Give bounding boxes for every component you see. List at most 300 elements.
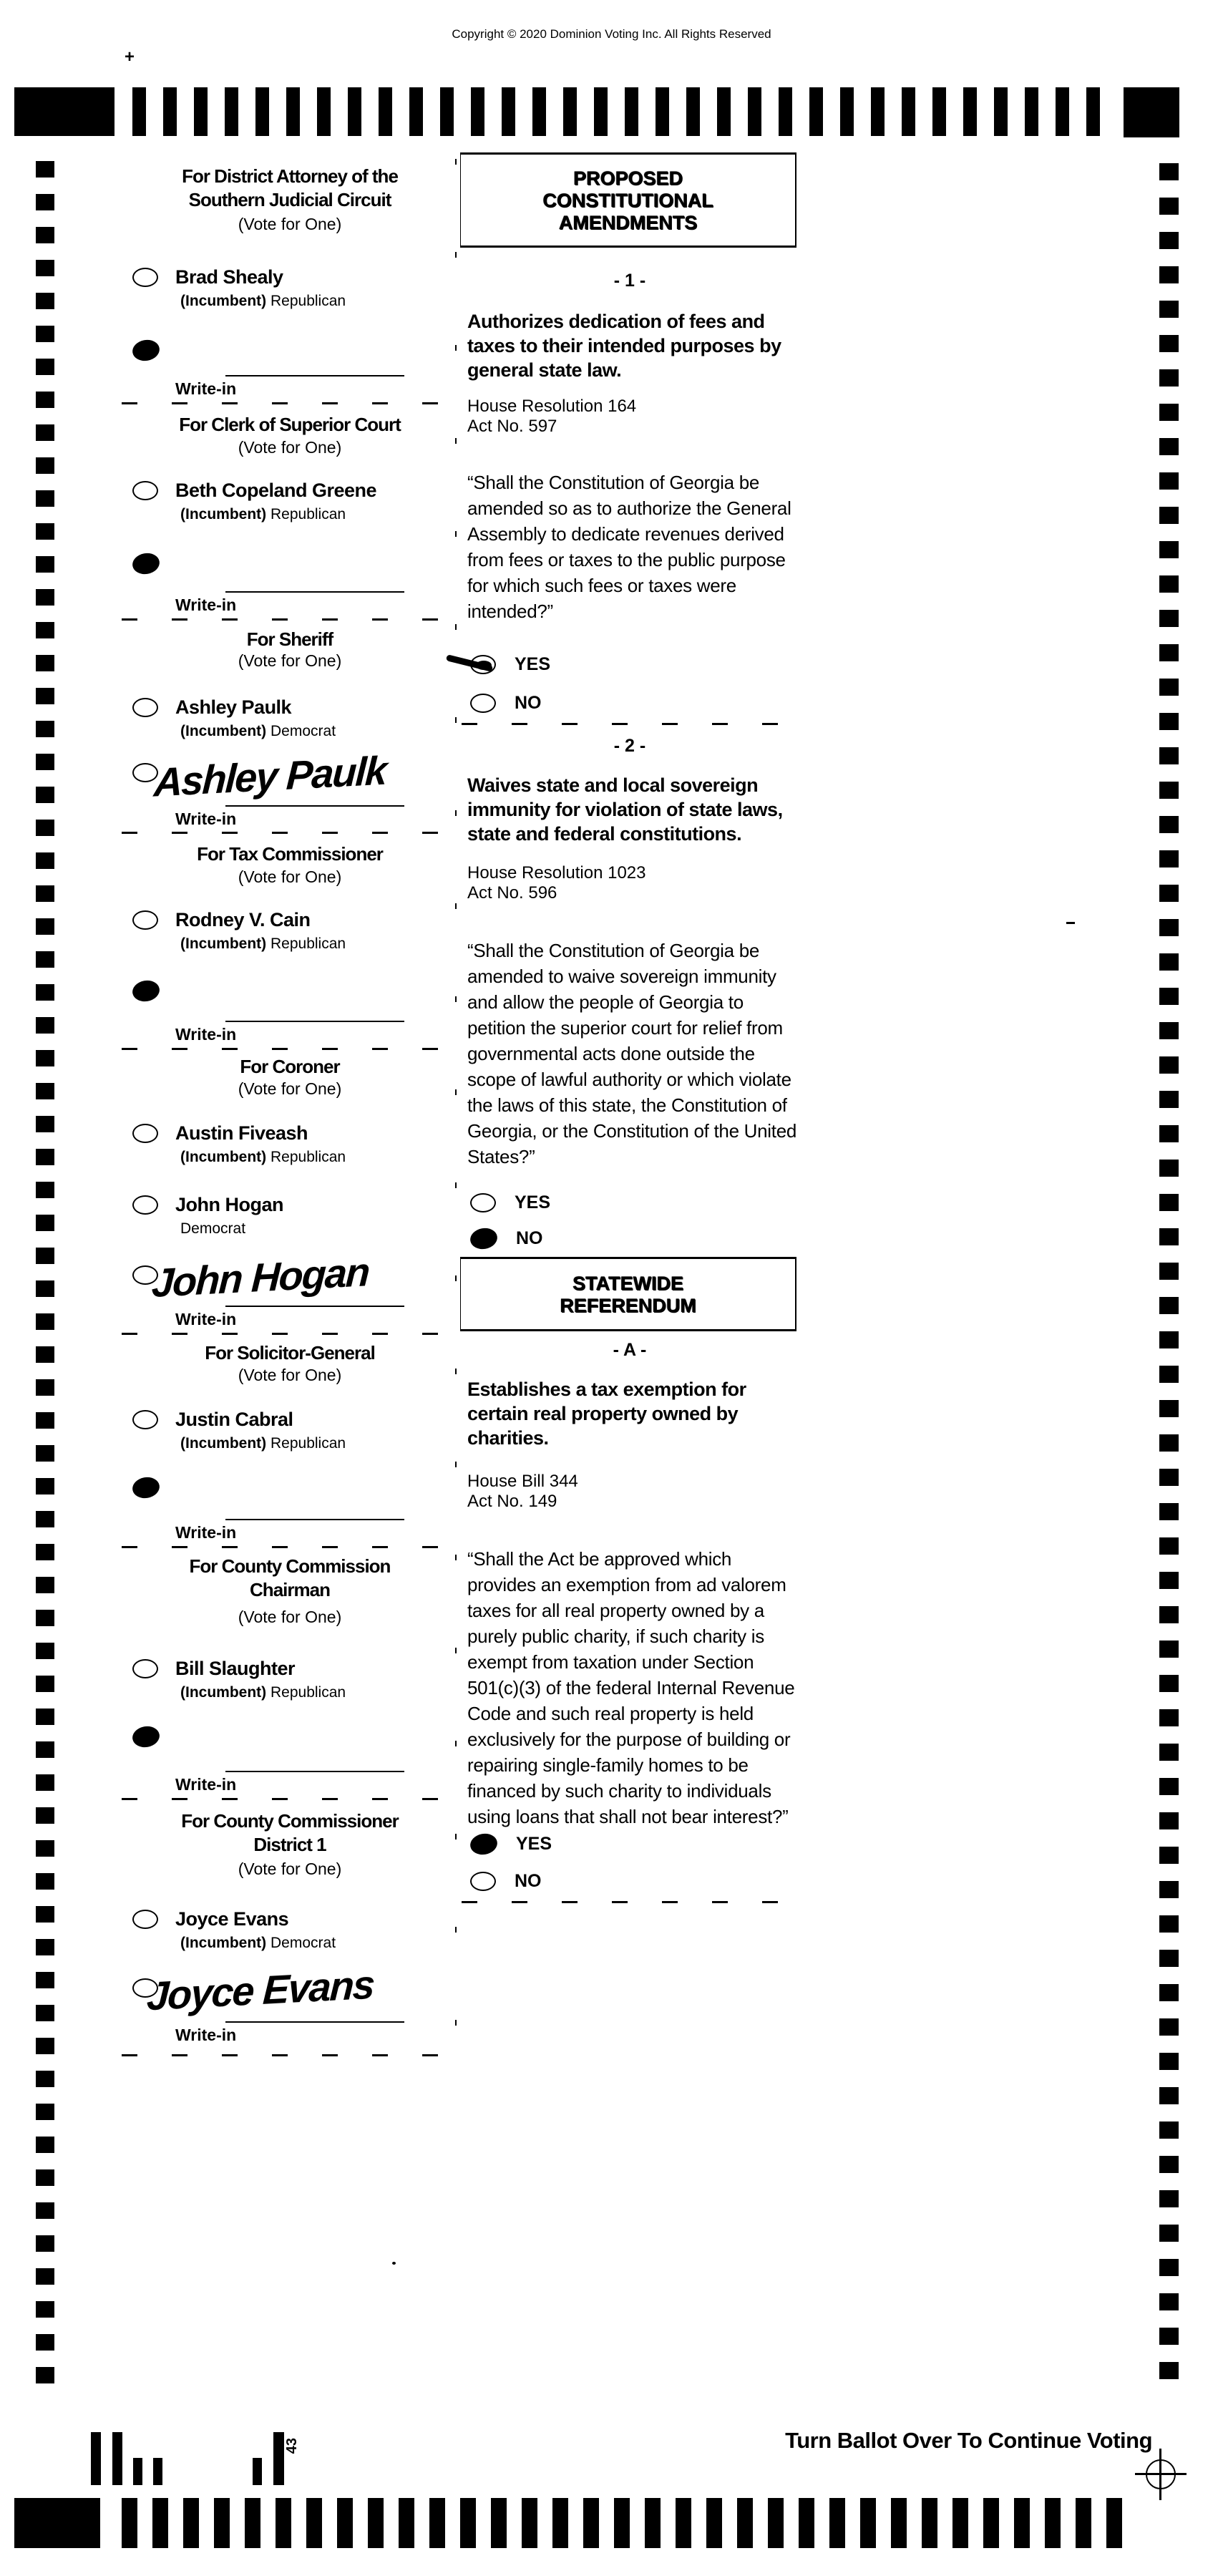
timing-mark bbox=[36, 1511, 54, 1527]
timing-mark bbox=[1159, 1606, 1179, 1623]
timing-mark bbox=[36, 392, 54, 408]
vote-for-instruction: (Vote for One) bbox=[238, 1079, 342, 1098]
timing-mark bbox=[491, 2498, 507, 2548]
timing-mark bbox=[1159, 507, 1179, 524]
timing-mark bbox=[36, 1116, 54, 1132]
timing-mark bbox=[1159, 1812, 1179, 1829]
timing-mark bbox=[1159, 610, 1179, 627]
timing-mark bbox=[440, 87, 454, 136]
timing-mark bbox=[36, 1083, 54, 1099]
timing-mark bbox=[36, 1544, 54, 1560]
measure-summary: Authorizes dedication of fees and taxes to their intended purposes by general state law. bbox=[467, 311, 781, 381]
party-line bbox=[180, 1435, 346, 1452]
timing-mark bbox=[36, 2169, 54, 2186]
race-title: For Coroner bbox=[240, 1056, 340, 1077]
timing-mark bbox=[1159, 885, 1179, 902]
header-line: CONSTITUTIONAL bbox=[542, 190, 713, 211]
timing-mark bbox=[1159, 1744, 1179, 1761]
timing-mark bbox=[994, 87, 1008, 136]
separator bbox=[122, 2054, 458, 2056]
timing-mark bbox=[36, 457, 54, 474]
separator bbox=[122, 1333, 458, 1335]
timing-mark bbox=[614, 2498, 630, 2548]
timing-mark bbox=[36, 326, 54, 342]
vote-for-instruction: (Vote for One) bbox=[238, 1860, 342, 1878]
timing-mark bbox=[36, 2202, 54, 2219]
timing-mark bbox=[932, 87, 946, 136]
party-line bbox=[180, 1149, 346, 1166]
candidate-oval[interactable] bbox=[132, 698, 158, 717]
timing-mark bbox=[1159, 369, 1179, 387]
no-oval[interactable] bbox=[469, 1226, 499, 1251]
candidate-name: Rodney V. Cain bbox=[175, 909, 311, 930]
timing-mark-block bbox=[14, 87, 114, 136]
race-title: District 1 bbox=[253, 1834, 326, 1855]
timing-mark bbox=[563, 87, 577, 136]
candidate-oval[interactable] bbox=[132, 481, 158, 500]
timing-mark bbox=[1159, 1469, 1179, 1486]
timing-mark bbox=[36, 688, 54, 704]
timing-mark bbox=[1159, 747, 1179, 764]
timing-mark bbox=[36, 1906, 54, 1923]
timing-mark bbox=[1159, 2190, 1179, 2207]
incumbent-label: (Incumbent) bbox=[180, 1149, 267, 1165]
timing-mark bbox=[1045, 2498, 1061, 2548]
timing-mark bbox=[963, 87, 977, 136]
timing-mark bbox=[1159, 1984, 1179, 2001]
timing-mark bbox=[1159, 1022, 1179, 1039]
separator bbox=[122, 1798, 458, 1800]
timing-mark bbox=[1159, 1881, 1179, 1898]
candidate-oval[interactable] bbox=[132, 268, 158, 287]
timing-mark bbox=[1159, 1537, 1179, 1555]
timing-mark bbox=[871, 87, 885, 136]
timing-mark bbox=[809, 87, 823, 136]
option-row-yes bbox=[462, 1834, 552, 1855]
write-in-label: Write-in bbox=[175, 596, 237, 614]
timing-mark bbox=[36, 754, 54, 770]
timing-mark bbox=[36, 227, 54, 243]
timing-mark bbox=[36, 2137, 54, 2153]
timing-mark bbox=[1159, 232, 1179, 249]
write-in-handwriting: John Hogan bbox=[150, 1248, 370, 1306]
timing-mark bbox=[36, 556, 54, 573]
timing-mark bbox=[36, 1379, 54, 1396]
candidate-name: Ashley Paulk bbox=[175, 696, 292, 718]
separator bbox=[122, 1048, 458, 1050]
timing-mark bbox=[36, 161, 54, 178]
timing-mark bbox=[594, 87, 608, 136]
vote-for-instruction: (Vote for One) bbox=[238, 1608, 342, 1626]
timing-mark bbox=[471, 87, 484, 136]
write-in-oval[interactable] bbox=[131, 978, 161, 1003]
timing-mark bbox=[1159, 1366, 1179, 1383]
write-in-line[interactable] bbox=[225, 2021, 404, 2023]
option-label: YES bbox=[516, 1834, 552, 1854]
timing-mark bbox=[1159, 953, 1179, 971]
write-in-label: Write-in bbox=[175, 1523, 237, 1542]
write-in-line[interactable] bbox=[225, 375, 404, 376]
turn-ballot-over-text: Turn Ballot Over To Continue Voting bbox=[785, 2428, 1152, 2453]
write-in-line[interactable] bbox=[225, 1021, 404, 1022]
timing-mark bbox=[122, 2498, 137, 2548]
timing-mark bbox=[1014, 2498, 1030, 2548]
party-label: Democrat bbox=[271, 723, 336, 739]
timing-mark bbox=[891, 2498, 907, 2548]
timing-mark bbox=[36, 2104, 54, 2120]
timing-mark bbox=[460, 2498, 476, 2548]
timing-mark bbox=[317, 87, 331, 136]
party-label: Republican bbox=[271, 1435, 346, 1452]
measure-number: - 1 - bbox=[613, 271, 646, 291]
timing-mark bbox=[1086, 87, 1100, 136]
timing-mark bbox=[36, 2301, 54, 2318]
write-in-oval[interactable] bbox=[131, 1724, 161, 1749]
timing-mark bbox=[748, 87, 761, 136]
timing-mark bbox=[1159, 2293, 1179, 2310]
write-in-handwriting: Ashley Paulk bbox=[152, 747, 388, 805]
timing-mark bbox=[36, 1840, 54, 1857]
timing-mark bbox=[1159, 1503, 1179, 1520]
timing-mark bbox=[1159, 1194, 1179, 1211]
measure-ref: House Resolution 164 bbox=[467, 397, 637, 416]
timing-mark bbox=[1159, 1641, 1179, 1658]
write-in-label: Write-in bbox=[175, 1025, 237, 1044]
timing-mark bbox=[1159, 1228, 1179, 1245]
timing-mark bbox=[36, 1577, 54, 1593]
timing-mark bbox=[1159, 1847, 1179, 1864]
timing-mark bbox=[36, 820, 54, 836]
write-in-oval-wrap bbox=[132, 981, 160, 1005]
timing-mark bbox=[1159, 1263, 1179, 1280]
option-label: YES bbox=[515, 1192, 551, 1212]
option-label: NO bbox=[515, 693, 542, 713]
timing-mark bbox=[36, 1478, 54, 1494]
timing-mark bbox=[1159, 438, 1179, 455]
party-line bbox=[180, 1220, 245, 1238]
timing-mark bbox=[860, 2498, 876, 2548]
candidate-row bbox=[132, 909, 311, 931]
timing-mark bbox=[337, 2498, 353, 2548]
write-in-line[interactable] bbox=[225, 1306, 404, 1307]
timing-mark bbox=[522, 2498, 537, 2548]
timing-mark bbox=[429, 2498, 445, 2548]
timing-mark bbox=[36, 1346, 54, 1363]
race-title: For Sheriff bbox=[246, 628, 333, 650]
candidate-row bbox=[132, 696, 291, 719]
write-in-oval[interactable] bbox=[131, 1475, 161, 1500]
option-row-no bbox=[462, 1871, 542, 1892]
registration-crosshair-icon bbox=[1132, 2446, 1189, 2503]
timing-mark bbox=[36, 1741, 54, 1758]
timing-mark bbox=[36, 2235, 54, 2252]
write-in-oval[interactable] bbox=[131, 338, 161, 363]
timing-mark bbox=[1159, 1915, 1179, 1933]
plus-mark-icon: + bbox=[125, 47, 135, 67]
vote-for-instruction: (Vote for One) bbox=[238, 438, 342, 457]
timing-mark bbox=[368, 2498, 384, 2548]
timing-mark bbox=[1159, 1400, 1179, 1417]
stub-barcode-bar bbox=[253, 2458, 262, 2485]
stub-barcode-bar bbox=[273, 2432, 284, 2485]
candidate-name: John Hogan bbox=[175, 1194, 283, 1215]
timing-mark bbox=[36, 1643, 54, 1659]
party-label: Republican bbox=[271, 293, 346, 309]
candidate-row bbox=[132, 1658, 295, 1680]
timing-mark bbox=[717, 87, 731, 136]
timing-mark bbox=[1159, 1160, 1179, 1177]
timing-mark bbox=[36, 655, 54, 671]
candidate-row bbox=[132, 480, 376, 502]
party-line bbox=[180, 1935, 336, 1952]
write-in-oval-wrap bbox=[132, 340, 160, 364]
candidate-row bbox=[132, 1122, 308, 1144]
write-in-label: Write-in bbox=[175, 379, 237, 398]
header-line: AMENDMENTS bbox=[558, 212, 698, 233]
stub-barcode-bar bbox=[153, 2458, 162, 2485]
timing-mark bbox=[840, 87, 854, 136]
measure-ref: Act No. 596 bbox=[467, 883, 557, 903]
timing-mark bbox=[1159, 163, 1179, 180]
timing-mark bbox=[36, 1774, 54, 1791]
voter-mark-blob bbox=[476, 661, 492, 670]
timing-mark bbox=[36, 1972, 54, 1988]
race-title: For Solicitor-General bbox=[205, 1342, 375, 1364]
timing-mark bbox=[36, 1050, 54, 1066]
timing-mark bbox=[902, 87, 915, 136]
timing-mark bbox=[1159, 1675, 1179, 1692]
timing-mark bbox=[36, 424, 54, 441]
timing-mark bbox=[225, 87, 238, 136]
timing-mark bbox=[1159, 2087, 1179, 2104]
timing-mark bbox=[1159, 816, 1179, 833]
timing-mark bbox=[36, 2334, 54, 2351]
measure-number: - 2 - bbox=[613, 736, 646, 756]
timing-mark bbox=[163, 87, 177, 136]
timing-mark bbox=[686, 87, 700, 136]
timing-mark bbox=[132, 87, 146, 136]
timing-mark bbox=[656, 87, 669, 136]
write-in-label: Write-in bbox=[175, 1310, 237, 1328]
timing-mark bbox=[36, 1873, 54, 1890]
write-in-line[interactable] bbox=[225, 591, 404, 593]
race-title: For Clerk of Superior Court bbox=[179, 414, 401, 435]
timing-mark bbox=[1159, 1572, 1179, 1589]
party-label: Democrat bbox=[271, 1935, 336, 1951]
timing-mark bbox=[1159, 2328, 1179, 2345]
separator bbox=[122, 618, 458, 621]
incumbent-label: (Incumbent) bbox=[180, 935, 267, 952]
incumbent-label: (Incumbent) bbox=[180, 293, 267, 309]
timing-mark bbox=[194, 87, 208, 136]
candidate-oval[interactable] bbox=[132, 1195, 158, 1215]
measure-ref: House Resolution 1023 bbox=[467, 863, 646, 883]
timing-mark bbox=[583, 2498, 599, 2548]
candidate-row bbox=[132, 1194, 283, 1216]
candidate-oval[interactable] bbox=[132, 1124, 158, 1143]
timing-mark bbox=[1159, 2225, 1179, 2242]
yes-oval[interactable] bbox=[470, 1193, 496, 1212]
timing-mark bbox=[36, 1017, 54, 1034]
timing-mark bbox=[625, 87, 638, 136]
incumbent-label: (Incumbent) bbox=[180, 1935, 267, 1951]
timing-mark bbox=[1159, 2362, 1179, 2379]
timing-mark bbox=[36, 1313, 54, 1330]
race-title: Chairman bbox=[250, 1579, 330, 1600]
party-label: Democrat bbox=[180, 1220, 246, 1237]
timing-mark bbox=[1159, 1091, 1179, 1108]
header-line: STATEWIDE bbox=[572, 1273, 683, 1294]
scan-speck bbox=[392, 2262, 396, 2265]
measure-question: “Shall the Act be approved which provides an exemption from ad valorem taxes for all real property owned by a purely public charity, if such charity is exempt from taxation under Section 501(c)(3) of the federal Internal Revenue Code and such real property is held exclusively for the purpose of building or repairing single-family homes to be financed by such charity to individuals using loans that shall not bear interest?” bbox=[467, 1548, 795, 1827]
timing-mark bbox=[1159, 404, 1179, 421]
option-row-no bbox=[462, 1228, 543, 1249]
timing-mark bbox=[706, 2498, 722, 2548]
measure-number: - A - bbox=[613, 1340, 647, 1360]
timing-mark bbox=[36, 293, 54, 309]
write-in-oval-wrap bbox=[132, 1477, 160, 1502]
timing-mark bbox=[1159, 1331, 1179, 1348]
write-in-line[interactable] bbox=[225, 1519, 404, 1520]
timing-mark bbox=[645, 2498, 661, 2548]
measure-ref: Act No. 597 bbox=[467, 417, 557, 436]
party-label: Republican bbox=[271, 1149, 346, 1165]
statewide-referendum-header bbox=[460, 1257, 796, 1331]
vote-for-instruction: (Vote for One) bbox=[238, 215, 342, 233]
candidate-oval[interactable] bbox=[132, 1659, 158, 1678]
no-oval[interactable] bbox=[470, 694, 496, 713]
timing-mark bbox=[36, 490, 54, 507]
timing-mark bbox=[36, 1445, 54, 1462]
timing-mark bbox=[1159, 266, 1179, 283]
candidate-row bbox=[132, 1409, 293, 1431]
candidate-row bbox=[132, 1908, 288, 1930]
timing-mark bbox=[36, 852, 54, 869]
candidate-name: Justin Cabral bbox=[175, 1409, 293, 1430]
timing-mark bbox=[36, 1412, 54, 1429]
timing-mark bbox=[36, 1182, 54, 1198]
timing-mark bbox=[36, 1807, 54, 1824]
timing-mark bbox=[36, 1709, 54, 1725]
candidate-name: Austin Fiveash bbox=[175, 1122, 308, 1144]
timing-mark bbox=[36, 2367, 54, 2383]
timing-mark bbox=[1159, 301, 1179, 318]
write-in-label: Write-in bbox=[175, 810, 237, 828]
timing-mark bbox=[36, 918, 54, 935]
timing-mark bbox=[1159, 2259, 1179, 2276]
incumbent-label: (Incumbent) bbox=[180, 1435, 267, 1452]
timing-mark bbox=[1159, 782, 1179, 799]
separator bbox=[122, 832, 458, 834]
timing-mark bbox=[1159, 1056, 1179, 1074]
write-in-label: Write-in bbox=[175, 1775, 237, 1794]
timing-mark bbox=[1159, 919, 1179, 936]
yes-oval[interactable] bbox=[469, 1832, 499, 1857]
timing-mark bbox=[1159, 2053, 1179, 2070]
separator bbox=[462, 1901, 798, 1903]
timing-mark bbox=[799, 2498, 814, 2548]
timing-mark bbox=[36, 2005, 54, 2021]
timing-mark bbox=[36, 885, 54, 902]
measure-summary: Waives state and local sovereign immunity for violation of state laws, state and federal constitutions. bbox=[467, 774, 783, 845]
candidate-name: Bill Slaughter bbox=[175, 1658, 296, 1679]
party-line bbox=[180, 723, 336, 740]
write-in-line[interactable] bbox=[225, 1771, 404, 1772]
separator bbox=[462, 723, 798, 725]
timing-mark bbox=[676, 2498, 691, 2548]
header-line: REFERENDUM bbox=[560, 1295, 696, 1316]
timing-mark bbox=[36, 2038, 54, 2054]
no-oval[interactable] bbox=[470, 1872, 496, 1891]
timing-mark bbox=[1056, 87, 1069, 136]
timing-mark-block bbox=[1124, 87, 1179, 137]
timing-mark bbox=[1159, 541, 1179, 558]
party-label: Republican bbox=[271, 1684, 346, 1701]
timing-mark bbox=[1159, 472, 1179, 490]
candidate-name: Beth Copeland Greene bbox=[175, 480, 377, 501]
timing-mark bbox=[1159, 1950, 1179, 1967]
timing-mark bbox=[286, 87, 300, 136]
candidate-oval[interactable] bbox=[132, 1410, 158, 1429]
measure-question: “Shall the Constitution of Georgia be amended so as to authorize the General Assembly to dedicate revenues derived from fees or taxes to the public purpose for which such fees or taxes were intended?” bbox=[467, 472, 791, 622]
timing-mark bbox=[409, 87, 423, 136]
timing-mark bbox=[1159, 850, 1179, 867]
timing-mark bbox=[36, 194, 54, 210]
party-label: Republican bbox=[271, 935, 346, 952]
timing-mark bbox=[14, 2498, 100, 2548]
timing-mark bbox=[36, 1215, 54, 1231]
incumbent-label: (Incumbent) bbox=[180, 723, 267, 739]
timing-mark bbox=[1159, 713, 1179, 730]
candidate-name: Brad Shealy bbox=[175, 266, 283, 288]
timing-mark bbox=[1159, 1778, 1179, 1795]
race-title: For County Commission bbox=[189, 1555, 391, 1577]
write-in-line[interactable] bbox=[225, 805, 404, 807]
scan-speck bbox=[1066, 922, 1075, 924]
party-line bbox=[180, 1684, 346, 1701]
timing-mark bbox=[36, 2071, 54, 2087]
timing-mark bbox=[552, 2498, 568, 2548]
timing-mark bbox=[983, 2498, 999, 2548]
timing-mark bbox=[214, 2498, 230, 2548]
timing-mark bbox=[1159, 1297, 1179, 1314]
timing-mark bbox=[36, 523, 54, 540]
timing-mark bbox=[306, 2498, 322, 2548]
timing-mark bbox=[1159, 1434, 1179, 1452]
timing-mark bbox=[36, 1676, 54, 1692]
timing-mark bbox=[779, 87, 792, 136]
option-label: NO bbox=[516, 1228, 543, 1248]
candidate-oval[interactable] bbox=[132, 1910, 158, 1929]
party-line bbox=[180, 293, 346, 310]
stub-barcode-bar bbox=[112, 2432, 122, 2485]
timing-mark bbox=[276, 2498, 291, 2548]
timing-mark bbox=[1159, 2121, 1179, 2139]
race-title: Southern Judicial Circuit bbox=[188, 189, 391, 210]
vote-for-instruction: (Vote for One) bbox=[238, 1366, 342, 1384]
race-title: For County Commissioner bbox=[181, 1810, 399, 1832]
timing-mark bbox=[379, 87, 392, 136]
write-in-oval[interactable] bbox=[131, 551, 161, 576]
race-title: For District Attorney of the bbox=[182, 165, 398, 187]
timing-mark bbox=[1159, 2018, 1179, 2036]
timing-mark bbox=[1159, 644, 1179, 661]
measure-question: “Shall the Constitution of Georgia be amended to waive sovereign immunity and allow the people of Georgia to petition the superior court for relief from governmental acts done outside the scope of lawful authority or which violate the laws of this state, the Constitution of Georgia, or the Constitution of the United States?” bbox=[467, 940, 797, 1167]
timing-mark bbox=[1159, 335, 1179, 352]
timing-mark bbox=[36, 622, 54, 638]
candidate-oval[interactable] bbox=[132, 910, 158, 930]
timing-mark bbox=[532, 87, 546, 136]
